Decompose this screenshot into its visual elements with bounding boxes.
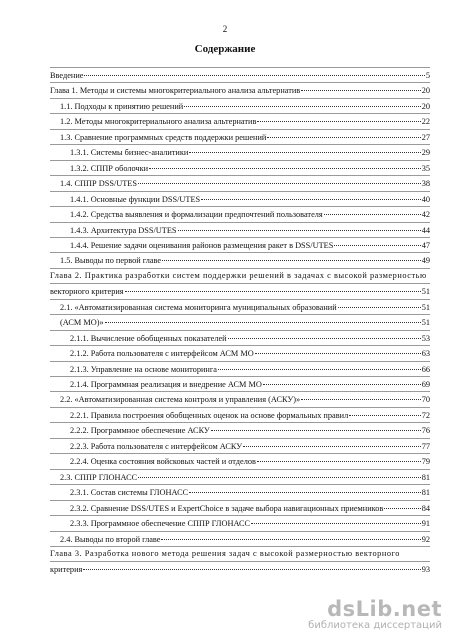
toc-dot-leader bbox=[149, 159, 421, 169]
toc-entry bbox=[50, 500, 430, 515]
toc-entry-title: (АСМ МО)» bbox=[60, 318, 104, 328]
watermark-logo-main: dsLib bbox=[327, 597, 393, 621]
toc-entry bbox=[50, 268, 430, 283]
toc-entry bbox=[50, 453, 430, 468]
toc-entry-title: 1.4.1. Основные функции DSS/UTES bbox=[70, 194, 201, 204]
toc-entry bbox=[50, 531, 430, 546]
toc-entry bbox=[50, 144, 430, 159]
toc-entry-page: 20 bbox=[421, 86, 430, 96]
toc-entry-page: 93 bbox=[421, 565, 430, 575]
toc-entry bbox=[50, 299, 430, 314]
toc-dot-leader bbox=[184, 97, 420, 107]
toc-entry bbox=[50, 515, 430, 530]
toc-dot-leader bbox=[257, 452, 421, 462]
toc-entry-title: 2.4. Выводы по второй главе bbox=[60, 534, 161, 544]
toc-entry-page: 20 bbox=[421, 101, 430, 111]
toc-entry-page: 51 bbox=[421, 287, 430, 297]
toc-dot-leader bbox=[324, 205, 421, 215]
page-number: 2 bbox=[222, 24, 228, 34]
toc-entry-title: 1.4.4. Решение задачи оценивания районов размещения ракет в DSS/UTES bbox=[70, 240, 334, 250]
toc-dot-leader bbox=[384, 499, 420, 509]
toc-entry-title: 1.3.2. СППР оболочки bbox=[70, 163, 149, 173]
toc-dot-leader bbox=[84, 66, 424, 76]
toc-entry bbox=[50, 561, 430, 576]
toc-entry bbox=[50, 98, 430, 113]
toc-dot-leader bbox=[161, 530, 420, 540]
toc-entry-page: 29 bbox=[421, 148, 430, 158]
toc-entry-title: 2.3. СППР ГЛОНАСС bbox=[60, 472, 138, 482]
toc-entry-page: 66 bbox=[421, 364, 430, 374]
toc-entry-page: 40 bbox=[421, 194, 430, 204]
toc-entry-page: 79 bbox=[421, 457, 430, 467]
toc-entry bbox=[50, 484, 430, 499]
toc-entry-page: 53 bbox=[421, 333, 430, 343]
toc-entry-page: 81 bbox=[421, 488, 430, 498]
toc-dot-leader bbox=[83, 560, 420, 570]
toc-entry bbox=[50, 407, 430, 422]
toc-entry bbox=[50, 361, 430, 376]
toc-entry-title: 2.3.3. Программное обеспечение СППР ГЛОНАСС bbox=[70, 519, 251, 529]
toc-entry bbox=[50, 546, 430, 561]
toc-entry-page: 72 bbox=[421, 410, 430, 420]
toc-entry-title: 2.2.4. Оценка состояния войсковых частей и отделов bbox=[70, 457, 256, 467]
toc-dot-leader bbox=[243, 437, 421, 447]
toc-entry bbox=[50, 206, 430, 221]
toc-entry-page: 22 bbox=[421, 117, 430, 127]
toc-entry-page: 51 bbox=[421, 318, 430, 328]
toc-entry-page: 84 bbox=[421, 503, 430, 513]
toc-entry-page: 81 bbox=[421, 472, 430, 482]
toc-dot-leader bbox=[125, 282, 421, 292]
toc-entry bbox=[50, 283, 430, 298]
toc-entry-page: 35 bbox=[421, 163, 430, 173]
toc-entry bbox=[50, 237, 430, 252]
toc-entry-title: 2.1.1. Вычисление обобщенных показателей bbox=[70, 333, 227, 343]
toc-dot-leader bbox=[334, 236, 420, 246]
toc-entry-page: 42 bbox=[421, 210, 430, 220]
toc-dot-leader bbox=[263, 375, 421, 385]
toc-entry bbox=[50, 191, 430, 206]
watermark-logo-suffix: .net bbox=[392, 597, 442, 621]
toc-entry-title: 2.2.1. Правила построения обобщенных оценок на основе формальных правил bbox=[70, 410, 349, 420]
toc-dot-leader bbox=[257, 112, 420, 122]
toc-entry-title: критерия bbox=[50, 565, 83, 575]
toc-entry-title: 2.1.2. Работа пользователя с интерфейсом АСМ МО bbox=[70, 349, 254, 359]
toc-entry bbox=[50, 67, 430, 82]
toc-entry bbox=[50, 129, 430, 144]
toc-entry-title: 1.1. Подходы к принятию решений bbox=[60, 101, 184, 111]
toc-entry-page: 5 bbox=[425, 71, 430, 80]
toc-entry-page: 38 bbox=[421, 179, 430, 189]
toc-entry-page: 49 bbox=[421, 256, 430, 266]
toc-entry bbox=[50, 422, 430, 437]
dslib-watermark bbox=[308, 598, 442, 632]
toc-entry-page: 27 bbox=[421, 132, 430, 142]
toc-dot-leader bbox=[301, 81, 420, 91]
toc-entry-title: 1.4. СППР DSS/UTES bbox=[60, 179, 137, 189]
toc-entry-title: 2.1. «Автоматизированная система мониторинга муниципальных образований bbox=[60, 302, 337, 312]
toc-dot-leader bbox=[201, 190, 421, 200]
toc-entry bbox=[50, 345, 430, 360]
toc-entry-title: 2.1.4. Программная реализация и внедрение АСМ МО bbox=[70, 380, 262, 389]
toc-dot-leader bbox=[138, 174, 421, 184]
toc-entry bbox=[50, 252, 430, 267]
toc-entry bbox=[50, 222, 430, 237]
toc-entry-title: 2.2. «Автоматизированная система контроля и управления (АСКУ)» bbox=[60, 395, 301, 405]
toc-entry bbox=[50, 438, 430, 453]
toc-dot-leader bbox=[178, 221, 421, 231]
toc-entry-page: 44 bbox=[421, 225, 430, 235]
toc-dot-leader bbox=[105, 313, 421, 323]
toc-entry bbox=[50, 469, 430, 484]
toc-entry bbox=[50, 160, 430, 175]
toc-entry-title: 1.4.3. Архитектура DSS/UTES bbox=[70, 225, 177, 235]
toc-entry-title: 2.3.1. Состав системы ГЛОНАСС bbox=[70, 488, 189, 498]
toc-entry-title: 2.2.3. Работа пользователя с интерфейсом АСКУ bbox=[70, 441, 243, 451]
toc-dot-leader bbox=[301, 390, 421, 400]
toc-entry-page: 63 bbox=[421, 349, 430, 359]
toc-entry-title: 1.2. Методы многокритериального анализа альтернатив bbox=[60, 117, 257, 127]
toc-entry-title: 2.2.2. Программное обеспечение АСКУ bbox=[70, 426, 210, 436]
toc-entry-page: 47 bbox=[421, 240, 430, 250]
toc-dot-leader bbox=[211, 421, 421, 431]
toc-entry-title: 1.3. Сравнение программных средств поддержки решений bbox=[60, 132, 267, 142]
toc-entry-page: 70 bbox=[421, 395, 430, 405]
toc-entry-title: 1.3.1. Системы бизнес-аналитики bbox=[70, 148, 189, 158]
toc-entry-title: Введение bbox=[50, 71, 84, 80]
toc-entry-page: 76 bbox=[421, 426, 430, 436]
toc-dot-leader bbox=[251, 514, 421, 524]
watermark-logo bbox=[308, 598, 442, 620]
toc-dot-leader bbox=[218, 360, 421, 370]
toc-entry-title: Глава 2. Практика разработки систем поддержки решений в задачах с высокой размерностью bbox=[50, 270, 427, 280]
toc-dot-leader bbox=[228, 329, 421, 339]
toc-entry-title: 1.5. Выводы по первой главе bbox=[60, 256, 162, 266]
toc-entry bbox=[50, 175, 430, 190]
toc-dot-leader bbox=[162, 251, 421, 261]
toc-entry bbox=[50, 376, 430, 391]
toc-entry bbox=[50, 82, 430, 97]
toc-dot-leader bbox=[338, 298, 421, 308]
toc-entry-title: 1.4.2. Средства выявления и формализации предпочтений пользователя bbox=[70, 210, 323, 220]
page-title: Содержание bbox=[194, 43, 256, 55]
toc-entry-title: Глава 1. Методы и системы многокритериального анализа альтернатив bbox=[50, 86, 301, 96]
toc-dot-leader bbox=[255, 344, 421, 354]
toc-entry bbox=[50, 391, 430, 406]
toc-entry-page: 91 bbox=[421, 519, 430, 529]
toc-entry-title: 2.1.3. Управление на основе мониторинга bbox=[70, 364, 217, 374]
toc-entry-page: 92 bbox=[421, 534, 430, 544]
toc-dot-leader bbox=[267, 128, 420, 138]
toc-entry bbox=[50, 330, 430, 345]
toc-dot-leader bbox=[189, 483, 421, 493]
toc-dot-leader bbox=[189, 143, 420, 153]
toc-entry-title: векторного критерия bbox=[50, 287, 124, 297]
toc-entry bbox=[50, 314, 430, 329]
toc-dot-leader bbox=[138, 468, 421, 478]
toc-entry-page: 51 bbox=[421, 302, 430, 312]
toc-entry-title: Глава 3. Разработка нового метода решения задач с высокой размерностью векторного bbox=[50, 548, 400, 558]
toc-entry-title: 2.3.2. Сравнение DSS/UTES и ExpertChoice в задаче выбора навигационных приемников bbox=[70, 503, 384, 513]
toc-entry-page: 77 bbox=[421, 441, 430, 451]
toc-entry-page: 69 bbox=[421, 380, 430, 389]
watermark-subtitle: библиотека диссертаций bbox=[308, 620, 442, 631]
toc-dot-leader bbox=[349, 406, 420, 416]
toc-entry bbox=[50, 113, 430, 128]
